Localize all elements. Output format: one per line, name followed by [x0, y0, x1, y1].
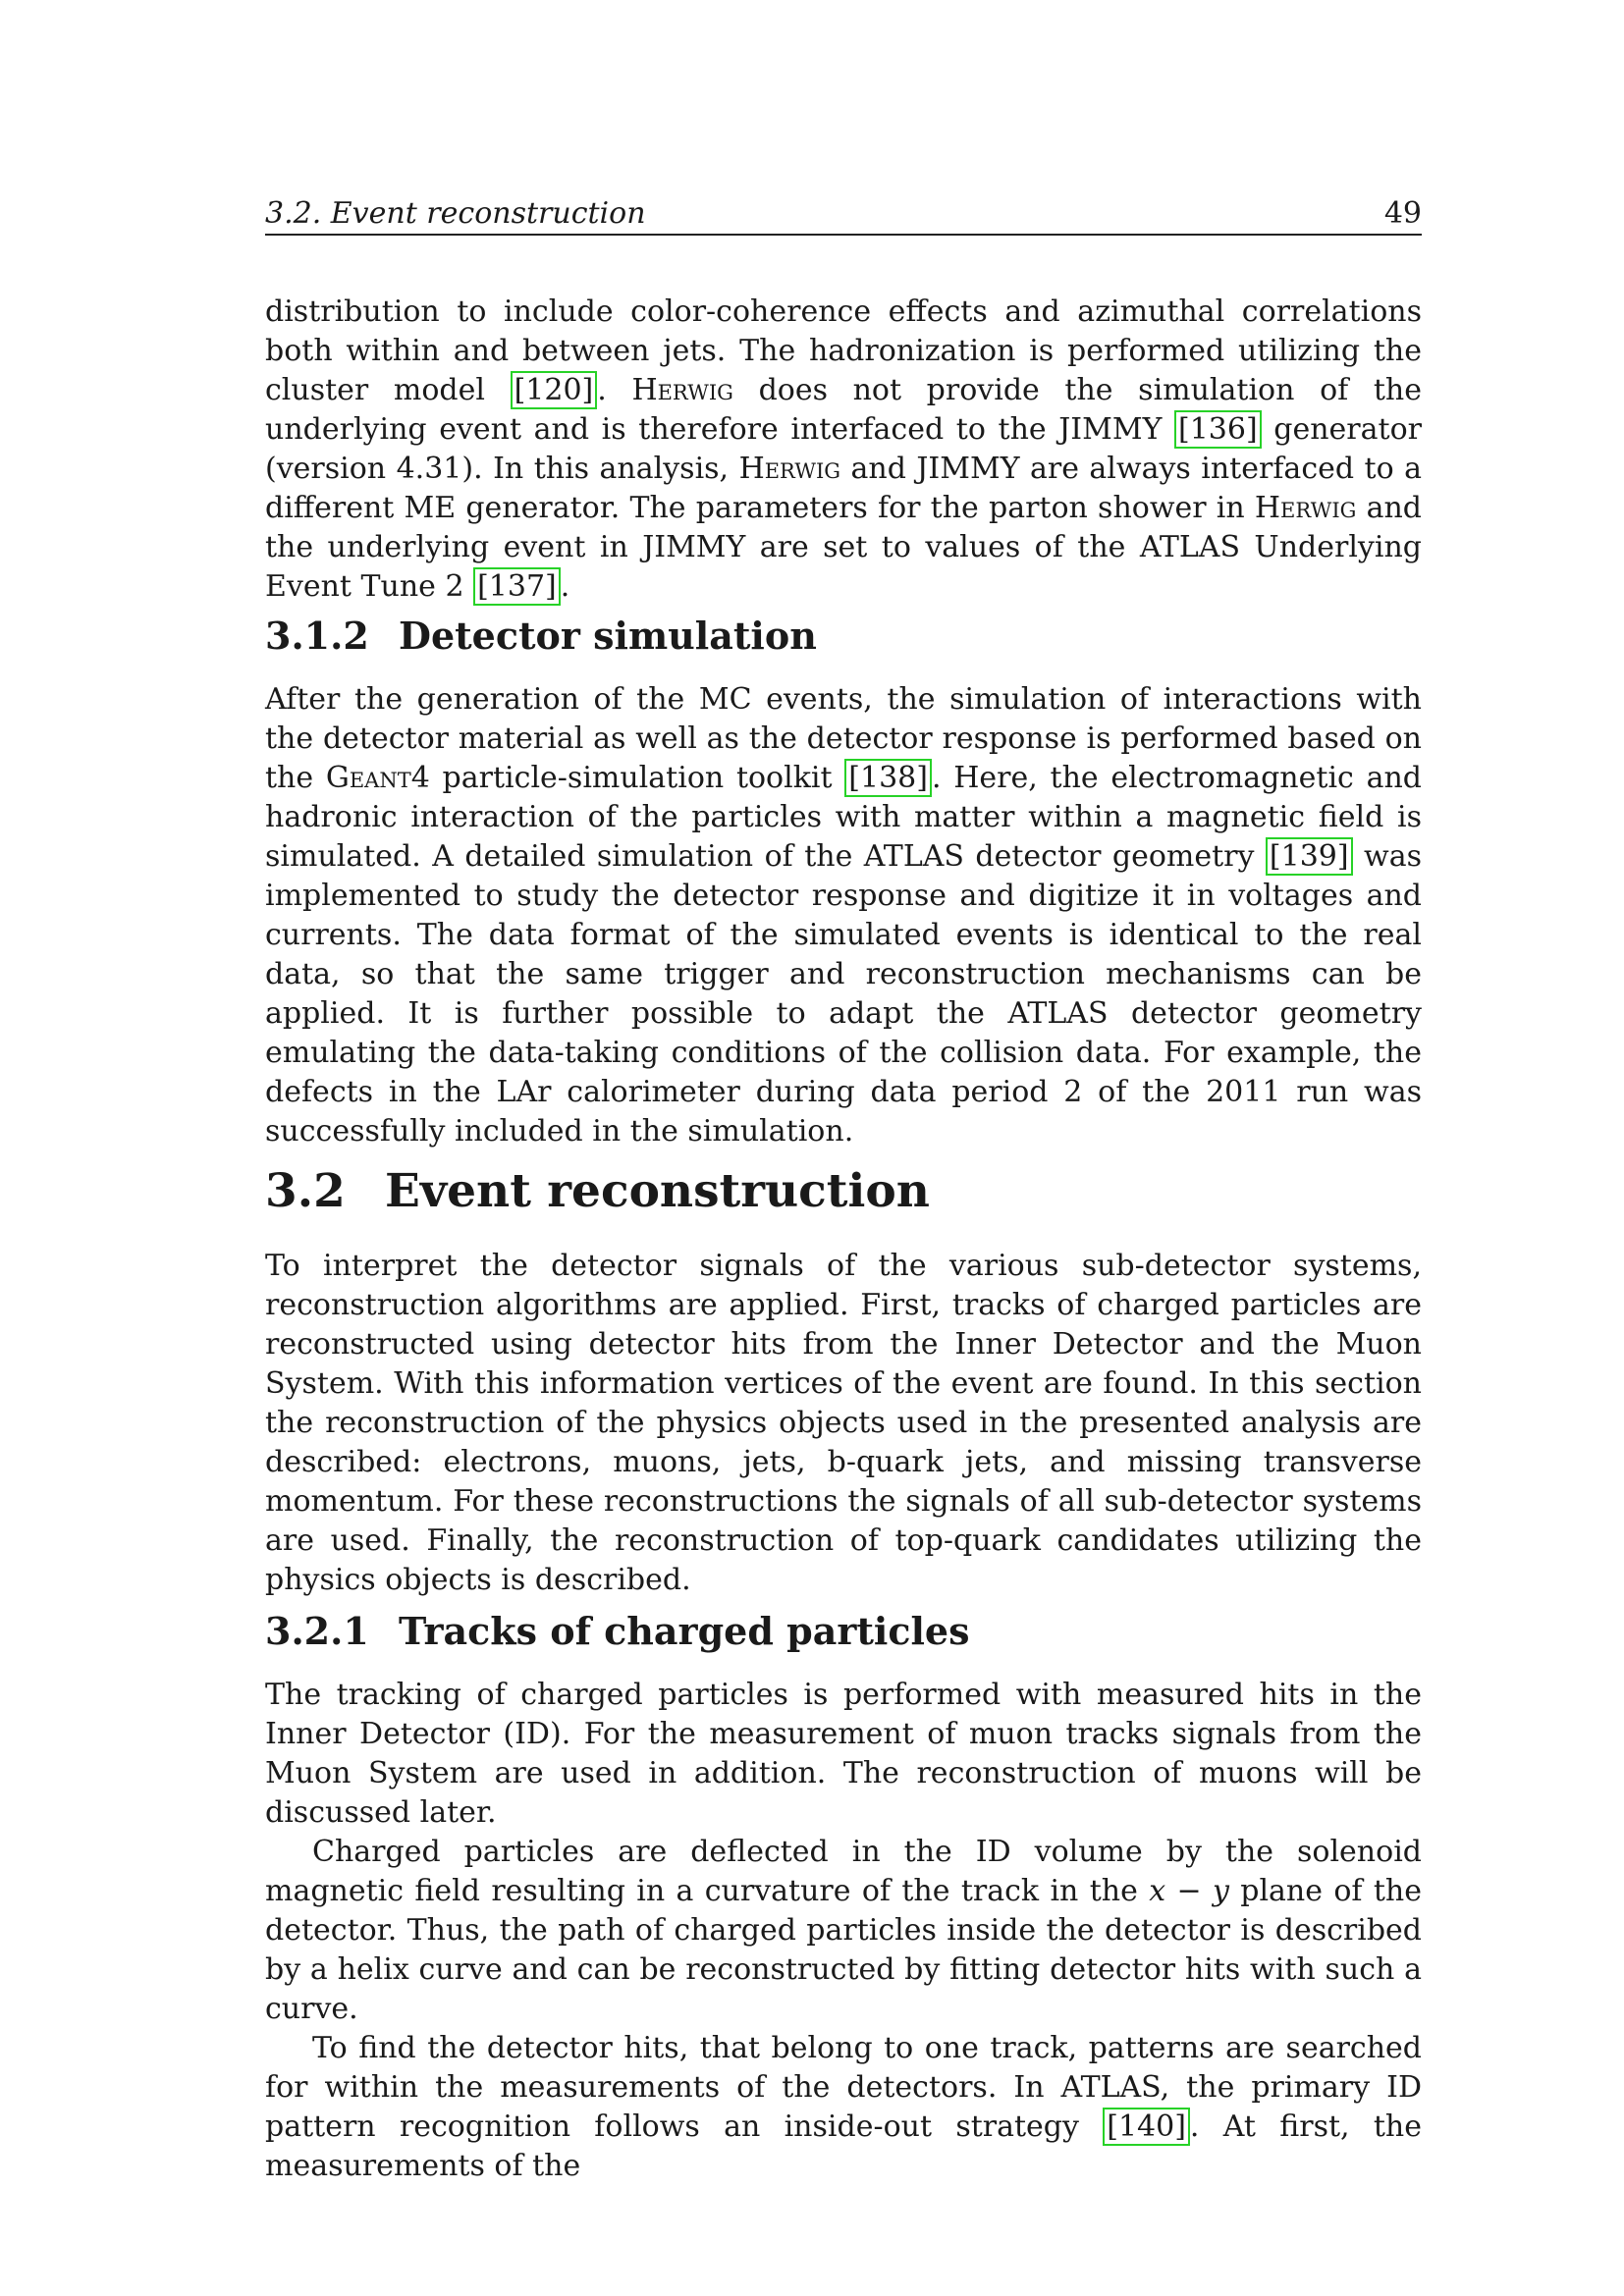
section-number: 3.2.1 [265, 1609, 369, 1653]
section-number: 3.2 [265, 1164, 346, 1218]
running-header [265, 192, 1422, 236]
citation-link[interactable]: [140] [1103, 2108, 1190, 2146]
paragraph-event-reconstruction [265, 1247, 1422, 1600]
section-heading-3-2 [265, 1164, 1422, 1219]
paragraphs-tracking [265, 1676, 1422, 2186]
subsection-heading-3-2-1 [265, 1610, 1422, 1653]
header-rule [265, 234, 1422, 236]
paragraph-text: distribution to include color-coherence effects and azimuthal correlations both within and between jets. The hadronization is performed utilizing the cluster model [120] . Herwig does not provide the simulation of the underlying event and is therefore interfaced to the JIMMY [136] generator (version 4.31). In this analysis, Herwig and JIMMY are always interfaced to a different ME generator. The parameters for the parton shower in Herwig and the underlying event in JIMMY are set to values of the ATLAS Underlying Event Tune 2 [137] . [265, 294, 1423, 604]
paragraph-detector-simulation [265, 680, 1422, 1151]
math-expression: x − y [1149, 1874, 1229, 1908]
citation-link[interactable]: [138] [844, 759, 932, 797]
subsection-heading-3-1-2 [265, 614, 1422, 658]
running-header-title: 3.2. Event reconstruction [265, 196, 646, 231]
citation-link[interactable]: [120] [511, 371, 598, 409]
section-title: Event reconstruction [385, 1164, 930, 1218]
section-title: Tracks of charged particles [399, 1609, 970, 1653]
page-number: 49 [1383, 196, 1422, 231]
paragraph-herwig [265, 293, 1422, 607]
paragraph-text: To interpret the detector signals of the various sub-detector systems, reconstruction algorithms are applied. First, tracks of charged particles are reconstructed using detector hits from the Inner Detector and the Muon System. With this information vertices of the event are found. In this section the reconstruction of the physics objects used in the presented analysis are described: electrons, muons, jets, b-quark jets, and missing transverse momentum. For these reconstructions the signals of all sub-detector systems are used. Finally, the reconstruction of top-quark candidates utilizing the physics objects is described. [265, 1249, 1422, 1597]
section-title: Detector simulation [399, 614, 817, 658]
paragraph-text: The tracking of charged particles is performed with measured hits in the Inner Detector (ID). For the measurement of muon tracks signals from the Muon System are used in addition. The reconstruction of muons will be discussed later. [265, 1678, 1422, 1830]
paragraph-text: After the generation of the MC events, the simulation of interactions with the detector material as well as the detector response is performed based on the Geant4 particle-simulation toolkit [138] . Here, the electromagnetic and hadronic interaction of the particles with matter within a magnetic field is simulated. A detailed simulation of the ATLAS detector geometry [139] was implemented to study the detector response and digitize it in voltages and currents. The data format of the simulated events is identical to the real data, so that the same trigger and reconstruction mechanisms can be applied. It is further possible to adapt the ATLAS detector geometry emulating the data-taking conditions of the collision data. For example, the defects in the LAr calorimeter during data period 2 of the 2011 run was successfully included in the simulation. [265, 682, 1422, 1148]
citation-link[interactable]: [139] [1266, 837, 1353, 876]
paragraph-text: Charged particles are deflected in the ID volume by the solenoid magnetic field resulting in a curvature of the track in the x − y plane of the detector. Thus, the path of charged particles inside the detector is described by a helix curve and can be reconstructed by fitting detector hits with such a curve. [265, 1835, 1422, 2026]
section-number: 3.1.2 [265, 614, 369, 658]
paragraph-text: To find the detector hits, that belong to one track, patterns are searched for within the measurements of the detectors. In ATLAS, the primary ID pattern recognition follows an inside-out strategy [140] . At first, the measurements of the [265, 2031, 1422, 2183]
citation-link[interactable]: [136] [1174, 410, 1262, 449]
citation-link[interactable]: [137] [473, 567, 561, 606]
